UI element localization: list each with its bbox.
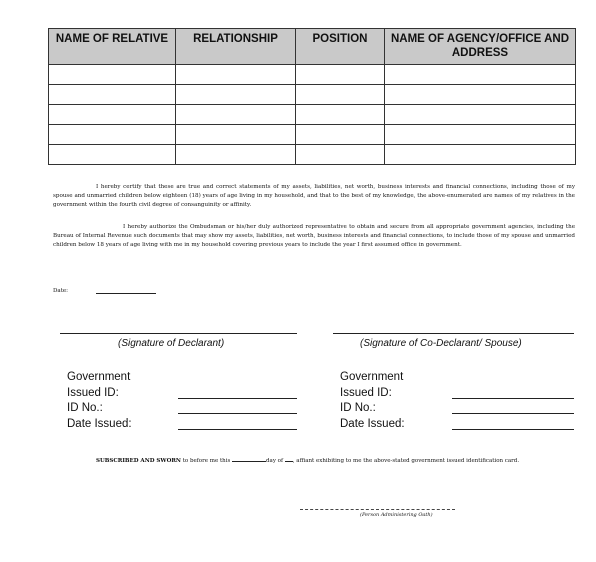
cell-relationship[interactable] [176,125,296,145]
sworn-text-b: day of [266,458,285,464]
co-declarant-issued-id-field[interactable] [452,398,574,399]
cell-relationship[interactable] [176,85,296,105]
issued-id-label: Issued ID: [67,386,119,399]
co-declarant-date-issued-field[interactable] [452,429,574,430]
header-name-of-relative: NAME OF RELATIVE [49,29,176,65]
cell-name[interactable] [49,85,176,105]
cell-position[interactable] [296,105,385,125]
government-label: Government [340,371,404,383]
date-issued-label: Date Issued: [67,417,132,430]
id-no-label: ID No.: [67,402,103,414]
government-label: Government [67,371,131,383]
header-relationship: RELATIONSHIP [176,29,296,65]
cell-name[interactable] [49,125,176,145]
cell-position[interactable] [296,65,385,85]
sworn-month-field[interactable] [285,456,293,462]
sworn-text-c: , affiant exhibiting to me the above-stated government issued identification card. [292,458,520,464]
cell-agency[interactable] [385,85,576,105]
sworn-day-field[interactable] [232,456,266,462]
date-field[interactable] [96,293,156,294]
cell-agency[interactable] [385,65,576,85]
cell-position[interactable] [296,125,385,145]
cell-name[interactable] [49,105,176,125]
declarant-signature-line[interactable] [60,333,297,334]
sworn-bold-text: SUBSCRIBED AND SWORN [96,458,181,464]
table-header-row [49,29,576,65]
table-row [49,85,576,105]
cell-agency[interactable] [385,125,576,145]
issued-id-label: Issued ID: [340,386,392,399]
cell-name[interactable] [49,65,176,85]
administering-officer-signature-line[interactable] [300,509,455,510]
relatives-table [48,28,576,165]
cell-position[interactable] [296,145,385,165]
header-agency-address: NAME OF AGENCY/OFFICE AND ADDRESS [385,29,576,65]
co-declarant-id-no-field[interactable] [452,413,574,414]
declarant-signature-caption: (Signature of Declarant) [118,338,225,349]
cell-relationship[interactable] [176,145,296,165]
co-declarant-id-block [340,370,405,432]
cell-agency[interactable] [385,145,576,165]
declarant-id-no-field[interactable] [178,413,297,414]
table-row [49,65,576,85]
date-label: Date: [53,288,69,294]
authorization-paragraph: I hereby authorize the Ombudsman or his/her duly authorized representative to obtain and secure from all appropriate government agencies, including the Bureau of Internal Revenue such documents that may show my assets, liabilities, net worth, business interests and financial connections, to include those of my spouse and unmarried children below 18 years of age living with me in my household covering previous years to include the year I first assumed office in government. [53,224,575,248]
co-declarant-signature-line[interactable] [333,333,574,334]
table-row [49,125,576,145]
co-declarant-signature-caption: (Signature of Co-Declarant/ Spouse) [360,338,522,349]
subscribed-sworn-paragraph [53,456,573,466]
date-issued-label: Date Issued: [340,417,405,430]
cell-position[interactable] [296,85,385,105]
administering-officer-caption: (Person Administering Oath) [360,512,433,518]
certification-paragraph: I hereby certify that these are true and correct statements of my assets, liabilities, net worth, business interests and financial connections, including those of my spouse and unmarried children below eighteen (18) years of age living in my household, and that to the best of my knowledge, the above-enumerated are names of my relatives in the government within the fourth civil degree of consanguinity or affinity. [53,184,575,208]
declarant-id-block [67,370,132,432]
declarant-issued-id-field[interactable] [178,398,297,399]
declarant-date-issued-field[interactable] [178,429,297,430]
cell-name[interactable] [49,145,176,165]
id-no-label: ID No.: [340,402,376,414]
cell-relationship[interactable] [176,105,296,125]
sworn-text-a: to before me this [180,458,233,464]
header-position: POSITION [296,29,385,65]
table-row [49,105,576,125]
cell-agency[interactable] [385,105,576,125]
table-row [49,145,576,165]
cell-relationship[interactable] [176,65,296,85]
